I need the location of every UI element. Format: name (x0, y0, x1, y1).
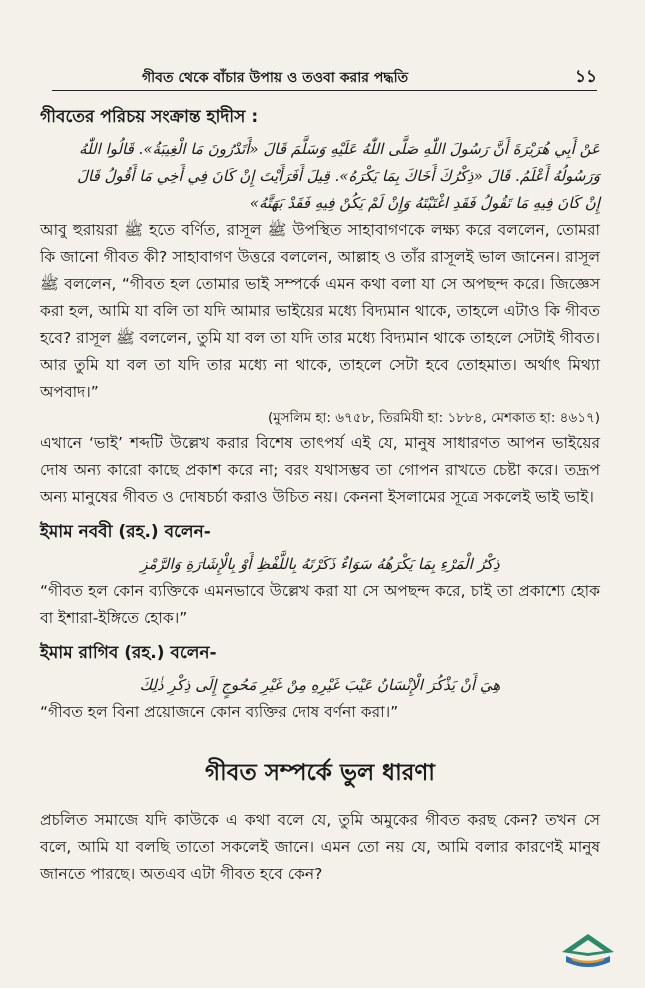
arabic-nawawi-quote: ذِكْرُ الْمَرْءِ بِمَا يَكْرَهُهُ سَوَاءٌ ذَكَرْتَهُ بِاللَّفْظِ أَوْ بِالْإِشَارَةِ وَالرَّمْزِ (140, 555, 500, 573)
section-heading-raghib: ইমাম রাগিব (রহ.) বলেন- (40, 643, 217, 663)
chapter-body: প্রচলিত সমাজে যদি কাউকে এ কথা বলে যে, তুমি অমুকের গীবত করছ কেন? তখন সে বলে, আমি যা বলছি তাতো সকলেই জানে। এমন তো নয় যে, আমি বলার কারণেই মানুষ জানতে পারছে। অতএব এটা গীবত হবে কেন? (40, 811, 600, 883)
section-heading-nawawi: ইমাম নববী (রহ.) বলেন- (40, 522, 211, 542)
page-content (40, 96, 600, 888)
arabic-hadith-line-2: وَرَسُولُهُ أَعْلَمُ. قَالَ «ذِكْرُكَ أَخَاكَ بِمَا يَكْرَهُ». قِيلَ أَفَرَأَيْتَ إِنْ كَانَ فِي أَخِي مَا أَقُولُ قَالَ (77, 167, 600, 185)
arabic-hadith-line-3: إِنْ كَانَ فِيهِ مَا تَقُولُ فَقَدِ اغْتَبْتَهُ وَإِنْ لَمْ يَكُنْ فِيهِ فَقَدْ بَهَتَّهُ» (249, 194, 600, 212)
running-header (52, 64, 597, 91)
chapter-title: গীবত সম্পর্কে ভুল ধারণা (205, 760, 435, 786)
hadith-translation: আবু হুরায়রা ﷺ হতে বর্ণিত, রাসূল ﷺ উপস্থিত সাহাবাগণকে লক্ষ্য করে বললেন, তোমরা কি জানো গীবত কী? সাহাবাগণ উত্তরে বললেন, আল্লাহ ও তাঁর রাসূলই ভাল জানেন। রাসূল ﷺ বললেন, “গীবত হল তোমার ভাই সম্পর্কে এমন কথা বলা যা সে অপছন্দ করে। জিজ্ঞেস করা হল, আমি যা বলি তা যদি আমার ভাইয়ের মধ্যে বিদ্যমান থাকে, তাহলে এটাও কি গীবত হবে? রাসূল ﷺ বললেন, তুমি যা বল তা যদি তার মধ্যে বিদ্যমান থাকে তাহলে সেটাই গীবত। আর তুমি যা বল তা যদি তার মধ্যে না থাকে, তাহলে সেটা হবে তোহমাত। অর্থাৎ মিথ্যা অপবাদ।” (40, 221, 600, 401)
explanation-paragraph: এখানে ‘ভাই’ শব্দটি উল্লেখ করার বিশেষ তাৎপর্য এই যে, মানুষ সাধারণত আপন ভাইয়ের দোষ অন্য কারো কাছে প্রকাশ করে না; বরং যথাসম্ভব তা গোপন রাখতে চেষ্টা করে। তদ্রূপ অন্য মানুষের গীবত ও দোষচর্চা করাও উচিত নয়। কেননা ইসলামের সূত্রে সকলেই ভাই ভাই। (40, 434, 600, 506)
section-heading-hadith: গীবতের পরিচয় সংক্রান্ত হাদীস : (40, 107, 259, 127)
nawawi-translation: “গীবত হল কোন ব্যক্তিকে এমনভাবে উল্লেখ করা যা সে অপছন্দ করে, চাই তা প্রকাশ্যে হোক বা ইশারা-ইঙ্গিতে হোক।” (40, 582, 600, 627)
publisher-logo-icon (560, 932, 616, 972)
page-number: ১১ (574, 67, 597, 87)
raghib-translation: “গীবত হল বিনা প্রয়োজনে কোন ব্যক্তির দোষ বর্ণনা করা।” (40, 703, 399, 721)
header-title: গীবত থেকে বাঁচার উপায় ও তওবা করার পদ্ধতি (142, 70, 409, 86)
arabic-raghib-quote: هِيَ أَنْ يَذْكُرَ الْإِنْسَانُ عَيْبَ غَيْرِهِ مِنْ غَيْرِ مَحُوجٍ إِلَى ذِكْرِ ذٰلِكَ (139, 676, 501, 694)
arabic-hadith-line-1: عَنْ أَبِي هُرَيْرَةَ أَنَّ رَسُولَ اللّٰهِ صَلَّى اللّٰهُ عَلَيْهِ وَسَلَّمَ قَالَ «أَتَدْرُونَ مَا الْغِيبَةُ». قَالُوا اللّٰهُ (79, 140, 600, 158)
hadith-citation: (মুসলিম হা: ৬৭৫৮, তিরমিযী হা: ১৮৮৪, মেশকাত হা: ৪৬১৭) (268, 410, 600, 426)
